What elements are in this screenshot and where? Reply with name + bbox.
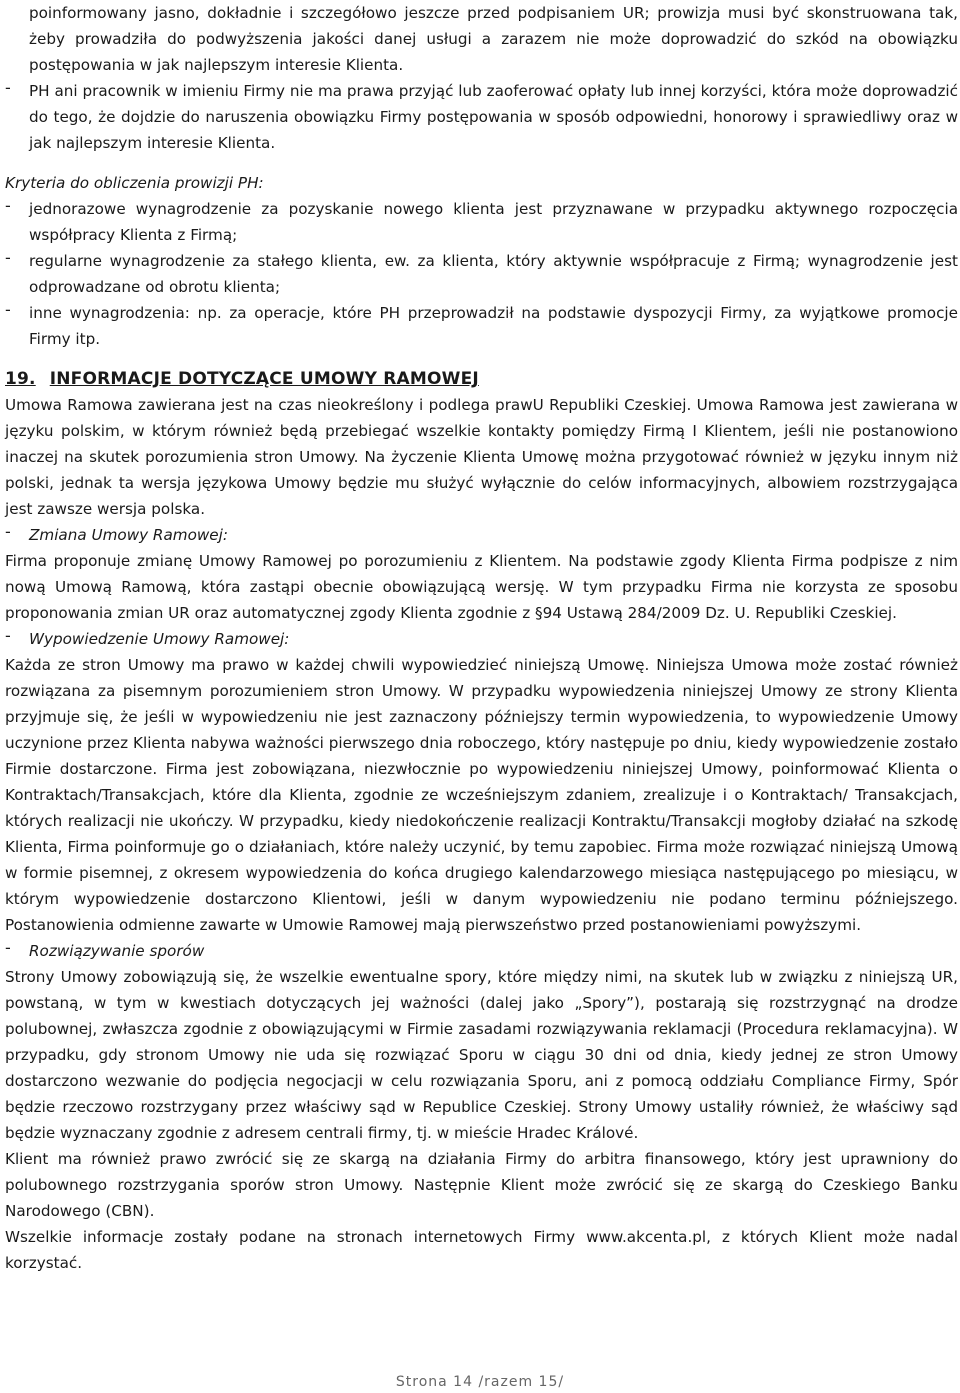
criteria-item bbox=[5, 300, 958, 352]
section-title: INFORMACJE DOTYCZĄCE UMOWY RAMOWEJ bbox=[49, 369, 479, 389]
intro-continuation: poinformowany jasno, dokładnie i szczegółowo jeszcze przed podpisaniem UR; prowizja musi być skonstruowana tak, żeby prowadziła do podwyższenia jakości danej usługi a zarazem nie może doprowadzić do szkód na obowiązku postępowania w jak najlepszym interesie Klienta. bbox=[29, 4, 958, 74]
section-number: 19. bbox=[5, 369, 36, 389]
change-heading: Zmiana Umowy Ramowej: bbox=[29, 526, 228, 544]
criteria-item-text: inne wynagrodzenia: np. za operacje, które PH przeprowadził na podstawie dyspozycji Firmy, za wyjątkowe promocje Firmy itp. bbox=[29, 304, 958, 348]
disputes-subheading bbox=[5, 938, 958, 964]
termination-subheading bbox=[5, 626, 958, 652]
disputes-text: Strony Umowy zobowiązują się, że wszelkie ewentualne spory, które między nimi, na skutek lub w związku z niniejszą UR, powstaną, w tym w kwestiach dotyczących jej ważności (dalej jako „Spory”), postarają się rozstrzygnąć na drodze polubownej, zwłaszcza zgodnie z obowiązującymi w Firmie zasadami rozwiązywania reklamacji (Procedura reklamacyjna). W przypadku, gdy stronom Umowy nie uda się rozwiązać Sporu w ciągu 30 dni od dnia, kiedy jednej ze stron Umowy dostarczono wezwanie do podjęcia negocjacji w celu rozwiązania Sporu, ani z pomocą oddziału Compliance Firmy, Spór będzie rzeczowo rozstrzygany przez właściwy sąd w Republice Czeskiej. Strony Umowy ustaliły również, że właściwy sąd będzie wyznaczany zgodnie z adresem centrali firmy, tj. w mieście Hradec Králové. bbox=[5, 968, 958, 1142]
bullet-dash: - bbox=[5, 196, 11, 215]
bullet-dash: - bbox=[5, 522, 11, 541]
bullet-dash: - bbox=[5, 300, 11, 319]
disputes-text: Wszelkie informacje zostały podane na stronach internetowych Firmy www.akcenta.pl, z których Klient może nadal korzystać. bbox=[5, 1228, 958, 1272]
section-heading bbox=[5, 366, 958, 392]
intro-bullet-text: PH ani pracownik w imieniu Firmy nie ma prawa przyjąć lub zaoferować opłaty lub innej korzyści, która może doprowadzić do tego, że dojdzie do naruszenia obowiązku Firmy postępowania w sposób odpowiedni, honorowy i sprawiedliwy oraz w jak najlepszym interesie Klienta. bbox=[29, 82, 958, 152]
criteria-item bbox=[5, 196, 958, 248]
criteria-item-text: jednorazowe wynagrodzenie za pozyskanie nowego klienta jest przyznawane w przypadku aktywnego rozpoczęcia współpracy Klienta z Firmą; bbox=[29, 200, 958, 244]
page-number: Strona 14 /razem 15/ bbox=[395, 1374, 565, 1390]
criteria-heading: Kryteria do obliczenia prowizji PH: bbox=[5, 174, 264, 192]
bullet-dash: - bbox=[5, 78, 11, 97]
change-text: Firma proponuje zmianę Umowy Ramowej po porozumieniu z Klientem. Na podstawie zgody Klienta Firma podpisze z nim nową Umową Ramową, która zastąpi obecnie obowiązującą wersję. W tym przypadku Firma nie korzysta ze sposobu proponowania zmian UR oraz automatycznej zgody Klienta zgodnie z §94 Ustawą 284/2009 Dz. U. Republiki Czeskiej. bbox=[5, 552, 958, 622]
bullet-dash: - bbox=[5, 626, 11, 645]
document-page bbox=[5, 0, 958, 1276]
section-intro: Umowa Ramowa zawierana jest na czas nieokreślony i podlega prawU Republiki Czeskiej. Umowa Ramowa jest zawierana w języku polskim, w którym również będą przebiegać wszelkie kontakty pomiędzy Firmą I Klientem, jeśli nie postanowiono inaczej na skutek porozumienia stron Umowy. Na życzenie Klienta Umowę można przygotować również w języku innym niż polski, jednak ta wersja językowa Umowy będzie mu służyć wyłącznie do celów informacyjnych, albowiem rozstrzygająca jest zawsze wersja polska. bbox=[5, 396, 958, 518]
disputes-heading: Rozwiązywanie sporów bbox=[29, 942, 205, 960]
criteria-item-text: regularne wynagrodzenie za stałego klienta, ew. za klienta, który aktywnie współpracuje z Firmą; wynagrodzenie jest odprowadzane od obrotu klienta; bbox=[29, 252, 958, 296]
change-subheading bbox=[5, 522, 958, 548]
bullet-dash: - bbox=[5, 248, 11, 267]
bullet-dash: - bbox=[5, 938, 11, 957]
termination-text: Każda ze stron Umowy ma prawo w każdej chwili wypowiedzieć niniejszą Umowę. Niniejsza Umowa może zostać również rozwiązana za pisemnym porozumieniem stron Umowy. W przypadku wypowiedzenia niniejszej Umowy ze strony Klienta przyjmuje się, że jeśli w wypowiedzeniu nie jest zaznaczony późniejszy termin wypowiedzenia, to wypowiedzenie Umowy uczynione przez Klienta nabywa ważności pierwszego dnia roboczego, który następuje po dniu, kiedy wypowiedzenie zostało Firmie dostarczone. Firma jest zobowiązana, niezwłocznie po wypowiedzeniu niniejszej Umowy, poinformować Klienta o Kontraktach/Transakcjach, które dla Klienta, zgodnie ze wcześniejszym zdaniem, zrealizuje i o Kontraktach/ Transakcjach, których realizacji nie ukończy. W przypadku, kiedy niedokończenie realizacji Kontraktu/Transakcji mogłoby działać na szkodę Klienta, Firma poinformuje go o działaniach, które należy uczynić, by temu zapobiec. Firma może rozwiązać niniejszą Umową w formie pisemnej, z okresem wypowiedzenia do końca drugiego kalendarzowego miesiąca następującego po miesiącu, w którym wypowiedzenie dostarczono Klientowi, jeśli w danym wypowiedzeniu nie podano terminu późniejszego. Postanowienia odmienne zawarte w Umowie Ramowej mają pierwszeństwo przed postanowieniami powyższymi. bbox=[5, 656, 958, 934]
disputes-text: Klient ma również prawo zwrócić się ze skargą na działania Firmy do arbitra finansowego, który jest uprawniony do polubownego rozstrzygania sporów stron Umowy. Następnie Klient może zwrócić się ze skargą do Czeskiego Banku Narodowego (CBN). bbox=[5, 1150, 958, 1220]
intro-bullet bbox=[5, 78, 958, 156]
criteria-item bbox=[5, 248, 958, 300]
termination-heading: Wypowiedzenie Umowy Ramowej: bbox=[29, 630, 290, 648]
